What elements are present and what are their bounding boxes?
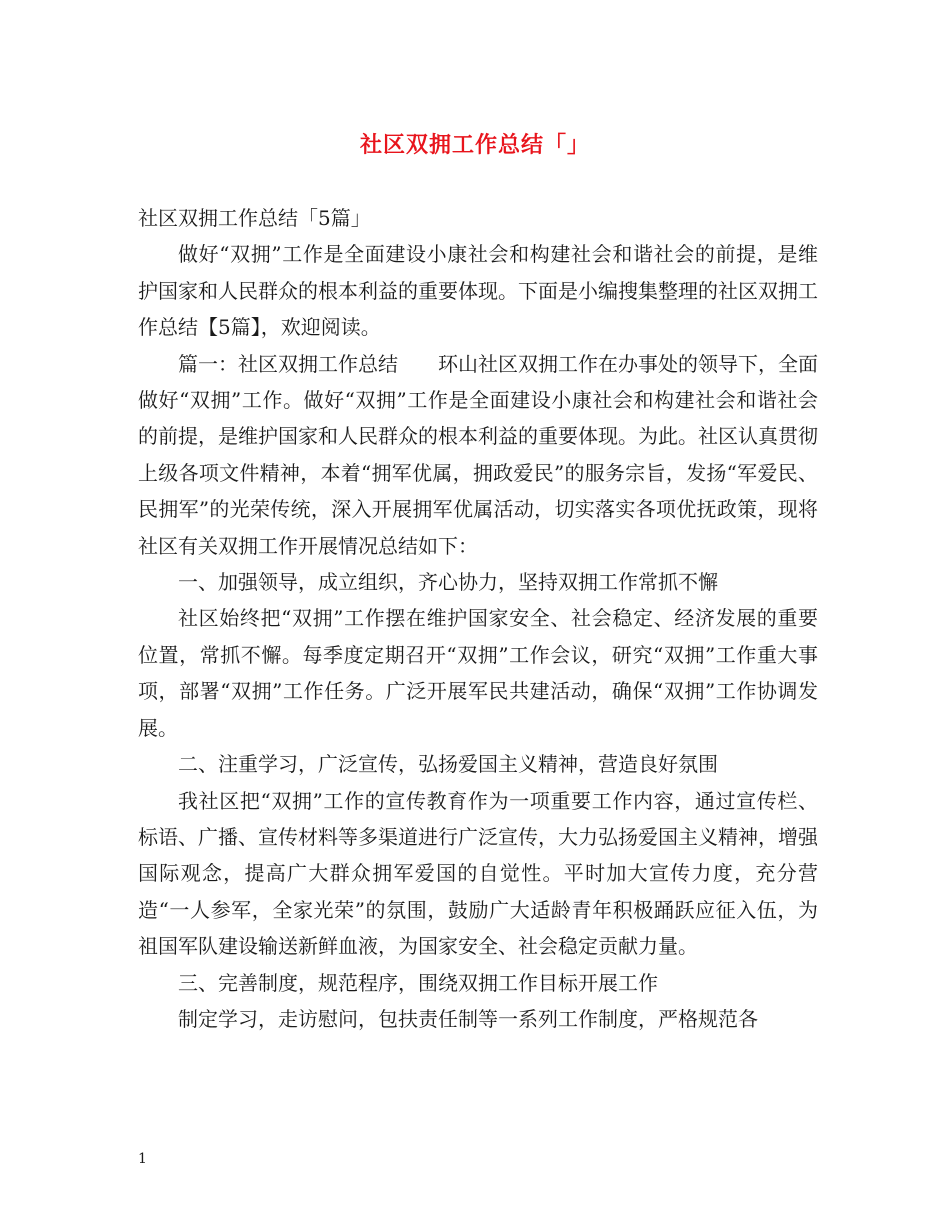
paragraph-section-1: 社区始终把“双拥”工作摆在维护国家安全、社会稳定、经济发展的重要位置，常抓不懈。每季度定期召开“双拥”工作会议，研究“双拥”工作重大事项，部署“双拥”工作任务。广泛开展军民共建活动，确保“双拥”工作协调发展。 — [138, 606, 818, 740]
paragraph-section-2: 我社区把“双拥”工作的宣传教育作为一项重要工作内容，通过宣传栏、标语、广播、宣传材料等多渠道进行广泛宣传，大力弘扬爱国主义精神，增强国际观念，提高广大群众拥军爱国的自觉性。平时加大宣传力度，充分营造“一人参军，全家光荣”的氛围，鼓励广大适龄青年积极踊跃应征入伍，为祖国军队建设输送新鲜血液，为国家安全、社会稳定贡献力量。 — [138, 788, 818, 959]
document-subtitle: 社区双拥工作总结「5篇」 — [138, 206, 371, 230]
document-title: 社区双拥工作总结「」 — [359, 132, 590, 158]
paragraph-section-3: 制定学习，走访慰问，包扶责任制等一系列工作制度，严格规范各 — [178, 1006, 758, 1031]
paragraph-intro: 做好“双拥”工作是全面建设小康社会和构建社会和谐社会的前提，是维护国家和人民群众的根本利益的重要体现。下面是小编搜集整理的社区双拥工作总结【5篇】，欢迎阅读。 — [138, 242, 818, 340]
page-number: 1 — [138, 1151, 147, 1167]
section-heading-2: 二、注重学习，广泛宣传，弘扬爱国主义精神，营造良好氛围 — [178, 752, 718, 777]
section-heading-1: 一、加强领导，成立组织，齐心协力，坚持双拥工作常抓不懈 — [178, 570, 718, 595]
section-heading-3: 三、完善制度，规范程序，围绕双拥工作目标开展工作 — [178, 970, 658, 995]
document-body — [138, 200, 818, 1037]
paragraph-part-one: 篇一：社区双拥工作总结 环山社区双拥工作在办事处的领导下，全面做好“双拥”工作。做好“双拥”工作是全面建设小康社会和构建社会和谐社会的前提，是维护国家和人民群众的根本利益的重要体现。为此。社区认真贯彻上级各项文件精神，本着“拥军优属，拥政爱民”的服务宗旨，发扬“军爱民、民拥军”的光荣传统，深入开展拥军优属活动，切实落实各项优抚政策，现将社区有关双拥工作开展情况总结如下： — [138, 351, 818, 558]
